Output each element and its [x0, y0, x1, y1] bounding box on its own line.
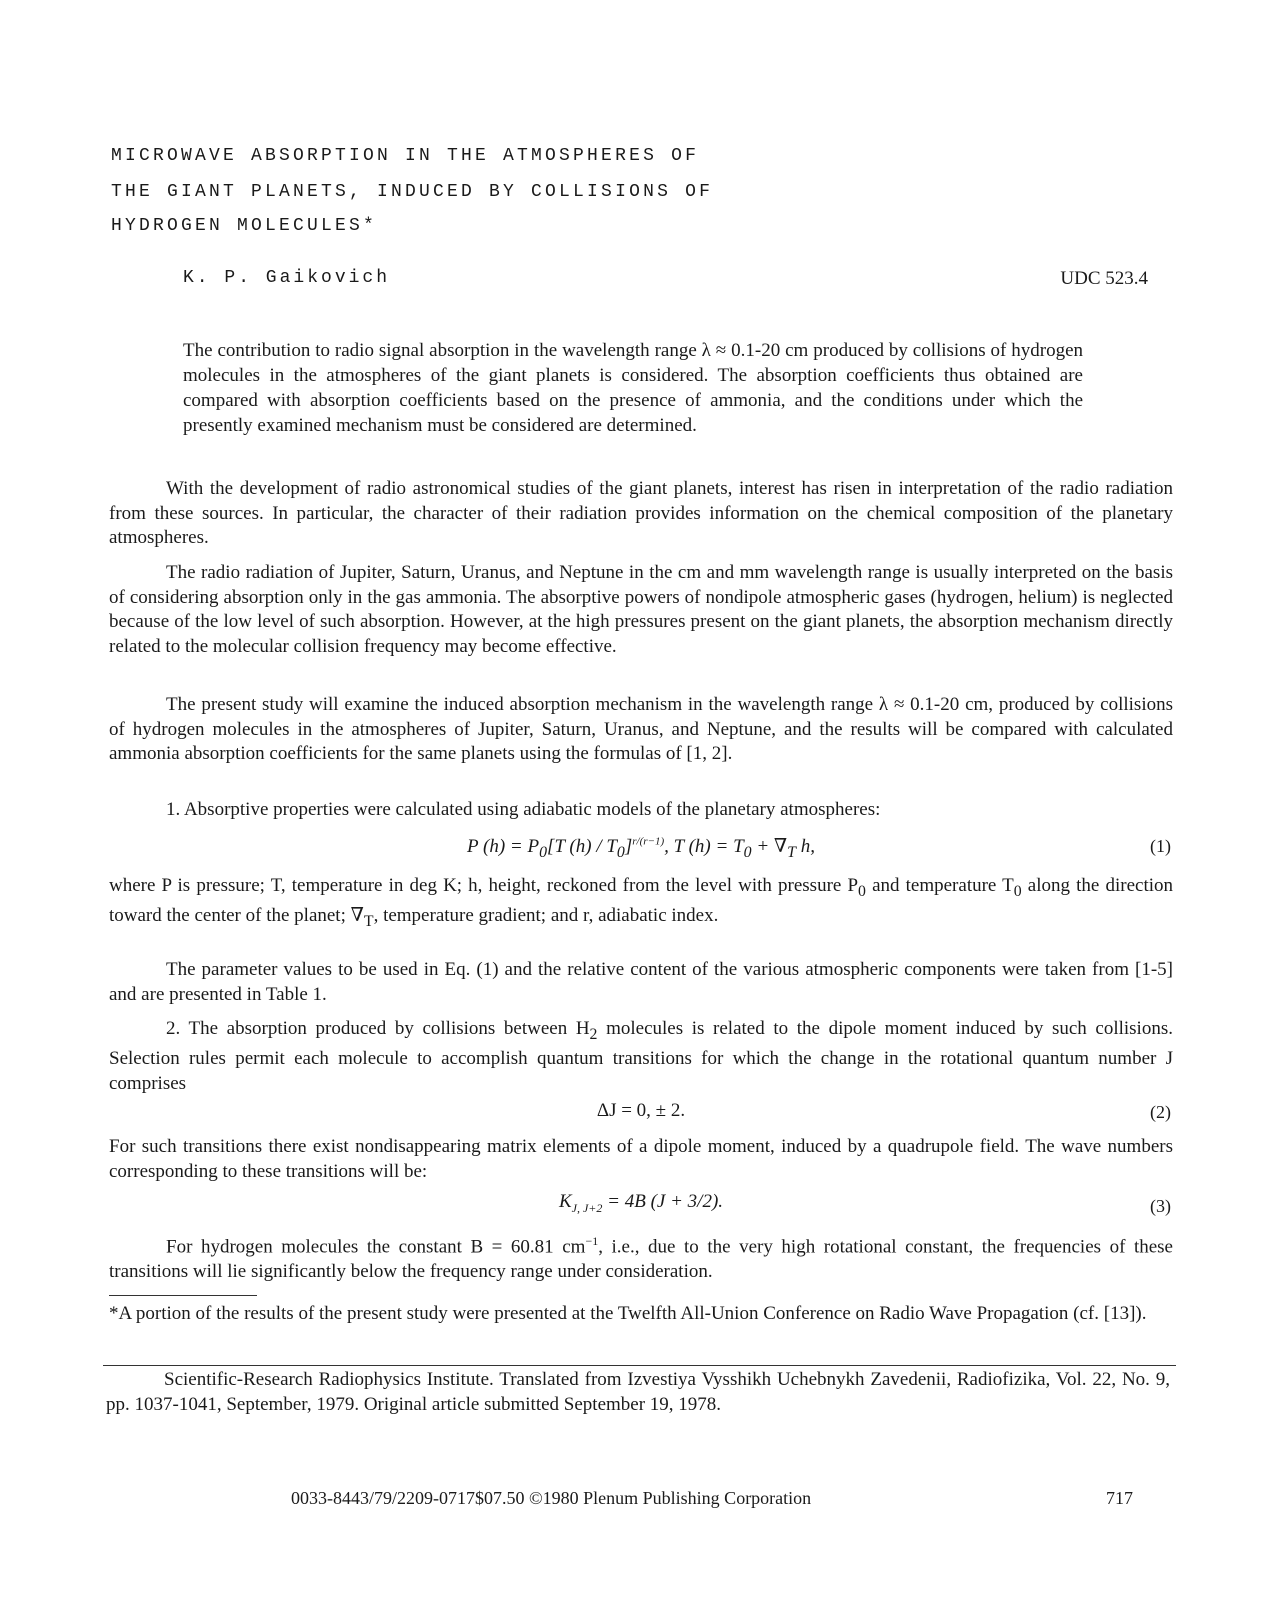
equation-3-number: (3) [1150, 1196, 1171, 1216]
body-paragraph-7: For such transitions there exist nondisappearing matrix elements of a dipole moment, induced by a quadrupole field. The wave numbers corresponding to these transitions will be: [109, 1136, 1173, 1182]
credits-rule [103, 1365, 1176, 1366]
footnote: *A portion of the results of the present study were presented at the Twelfth All-Union Conference on Radio Wave Propagation (cf. [13]). [109, 1303, 1147, 1324]
equation-1-number: (1) [1150, 836, 1171, 856]
body-paragraph-1: With the development of radio astronomical studies of the giant planets, interest has risen in interpretation of the radio radiation from these sources. In particular, the character of their radiation provides information on the chemical composition of the planetary atmospheres. [109, 478, 1173, 548]
title-line-1: MICROWAVE ABSORPTION IN THE ATMOSPHERES OF [111, 146, 700, 166]
equation-1: P $(h) = P_0[T$ $(h) / T_0]^{r/(r-1)}$, T $(h) = T_0 + \nabla_T$ h, [467, 835, 815, 861]
body-paragraph-8: For hydrogen molecules the constant B = 60.81 $cm^{-1}$, i.e., due to the very high rotational constant, the frequencies of these transitions will lie significantly below the frequency range under consideration. [109, 1234, 1173, 1282]
udc-code: UDC 523.4 [1060, 268, 1148, 289]
body-paragraph-2: The radio radiation of Jupiter, Saturn, Uranus, and Neptune in the cm and mm wavelength range is usually interpreted on the basis of considering absorption only in the gas ammonia. The absorptive powers of nondipole atmospheric gases (hydrogen, helium) is neglected because of the low level of such absorption. However, at the high pressures present on the giant planets, the absorption mechanism directly related to the molecular collision frequency may become effective. [109, 562, 1173, 657]
body-paragraph-5: The parameter values to be used in Eq. (1) and the relative content of the various atmospheric components were taken from [1-5] and are presented in Table 1. [109, 959, 1173, 1005]
footnote-rule [109, 1295, 257, 1296]
title-line-3: HYDROGEN MOLECULES* [111, 216, 378, 236]
page-number: 717 [1106, 1488, 1133, 1508]
credits: Scientific-Research Radiophysics Institute. Translated from Izvestiya Vysshikh Uchebnykh Zavedenii, Radiofizika, Vol. 22, No. 9, pp. 1037-1041, September, 1979. Original article submitted September 19, 1978. [106, 1369, 1170, 1415]
body-paragraph-3: The present study will examine the induced absorption mechanism in the wavelength range λ ≈ 0.1-20 cm, produced by collisions of hydrogen molecules in the atmospheres of Jupiter, Saturn, Uranus, and Neptune, and the results will be compared with calculated ammonia absorption coefficients for the same planets using the formulas of [1, 2]. [109, 694, 1173, 764]
title-line-2: THE GIANT PLANETS, INDUCED BY COLLISIONS OF [111, 182, 714, 202]
equation-2: ΔJ = 0, ± 2. [596, 1100, 686, 1121]
body-paragraph-4: 1. Absorptive properties were calculated using adiabatic models of the planetary atmospheres: [166, 799, 881, 820]
equation-3: $K_{J, J+2} = 4B$ (J + 3/2). [558, 1191, 724, 1215]
copyright-line: 0033-8443/79/2209-0717$07.50 ©1980 Plenum Publishing Corporation [291, 1488, 812, 1508]
abstract: The contribution to radio signal absorption in the wavelength range λ ≈ 0.1-20 cm produced by collisions of hydrogen molecules in the atmospheres of the giant planets is considered. The absorption coefficients thus obtained are compared with absorption coefficients based on the presence of ammonia, and the conditions under which the presently examined mechanism must be considered are determined. [183, 340, 1083, 436]
body-paragraph-where: where P is pressure; T, temperature in deg K; h, height, reckoned from the level with pressure $P_0$ and temperature $T_0$ along the direction toward the center of the planet; $\nabla_T$, temperature gradient; and r, adiabatic index. [109, 875, 1173, 931]
body-paragraph-6: 2. The absorption produced by collisions between $H_2$ molecules is related to the dipole moment induced by such collisions. Selection rules permit each molecule to accomplish quantum transitions for which the change in the rotational quantum number J comprises [109, 1018, 1173, 1094]
equation-2-number: (2) [1150, 1102, 1171, 1122]
author: K. P. Gaikovich [183, 268, 391, 288]
